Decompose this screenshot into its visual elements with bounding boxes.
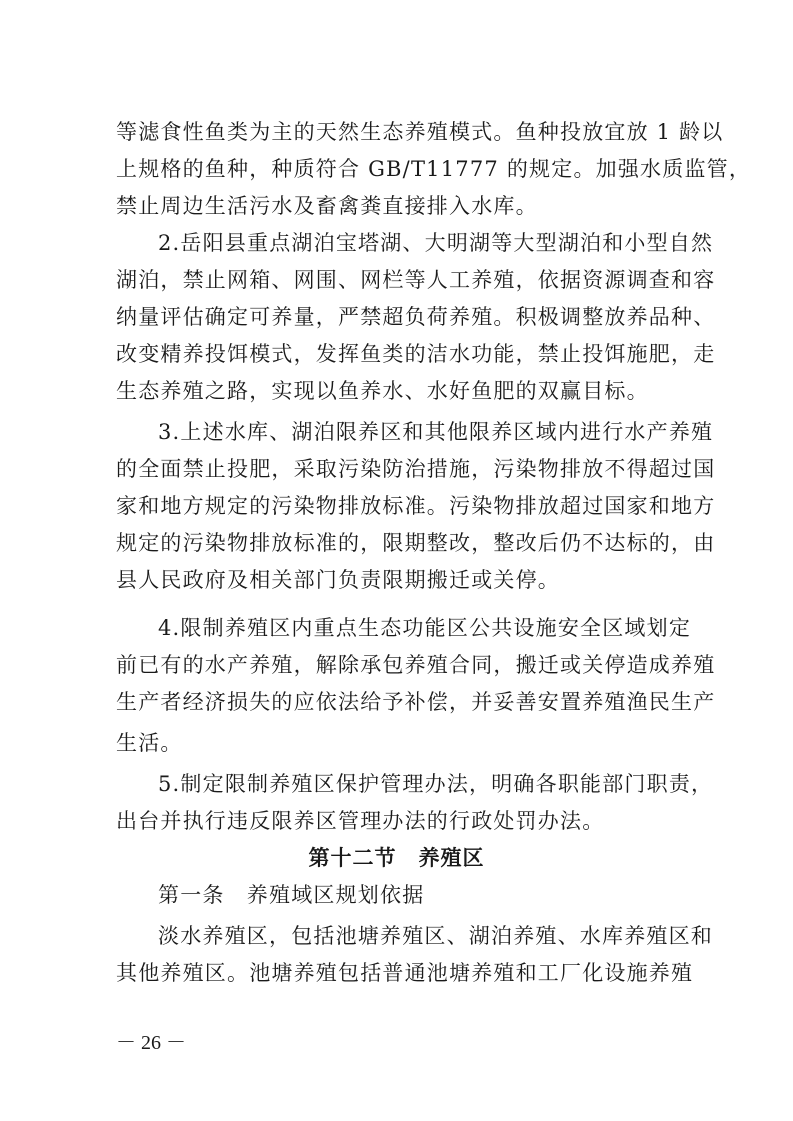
body-text-line: 县人民政府及相关部门负责限期搬迁或关停。	[116, 568, 560, 592]
body-text-line: 生产者经济损失的应依法给予补偿，并妥善安置养殖渔民生产	[116, 690, 716, 714]
body-text-line: 的全面禁止投肥，采取污染防治措施，污染物排放不得超过国	[116, 457, 716, 481]
body-text-line: 规定的污染物排放标准的，限期整改，整改后仍不达标的，由	[116, 531, 716, 555]
body-text-line: 出台并执行违反限养区管理办法的行政处罚办法。	[116, 809, 605, 833]
paragraph-2-start: 2.岳阳县重点湖泊宝塔湖、大明湖等大型湖泊和小型自然	[158, 231, 714, 255]
paragraph-4-start: 4.限制养殖区内重点生态功能区公共设施安全区域划定	[158, 616, 692, 640]
body-text-line: 前已有的水产养殖，解除承包养殖合同，搬迁或关停造成养殖	[116, 653, 716, 677]
body-text-line: 家和地方规定的污染物排放标准。污染物排放超过国家和地方	[116, 494, 716, 518]
body-text-line: 等滤食性鱼类为主的天然生态养殖模式。鱼种投放宜放 1 龄以	[116, 120, 724, 144]
body-text-line: 其他养殖区。池塘养殖包括普通池塘养殖和工厂化设施养殖	[116, 961, 694, 985]
paragraph-5-start: 5.制定限制养殖区保护管理办法，明确各职能部门职责，	[158, 772, 714, 796]
article-title: 第一条 养殖域区规划依据	[158, 883, 425, 907]
body-text-line: 生态养殖之路，实现以鱼养水、水好鱼肥的双赢目标。	[116, 379, 649, 403]
section-heading: 第十二节 养殖区	[308, 846, 485, 870]
body-text-line: 改变精养投饵模式，发挥鱼类的洁水功能，禁止投饵施肥，走	[116, 342, 716, 366]
body-text-line: 生活。	[116, 731, 183, 755]
body-text-line: 上规格的鱼种，种质符合 GB/T11777 的规定。加强水质监管，	[116, 157, 752, 181]
paragraph-3-start: 3.上述水库、湖泊限养区和其他限养区域内进行水产养殖	[158, 420, 714, 444]
page-number: － 26 －	[116, 1032, 186, 1054]
body-text-line: 纳量评估确定可养量，严禁超负荷养殖。积极调整放养品种、	[116, 305, 716, 329]
body-text-line: 湖泊，禁止网箱、网围、网栏等人工养殖，依据资源调查和容	[116, 268, 716, 292]
paragraph-start: 淡水养殖区，包括池塘养殖区、湖泊养殖、水库养殖区和	[158, 924, 713, 948]
body-text-line: 禁止周边生活污水及畜禽粪直接排入水库。	[116, 194, 538, 218]
